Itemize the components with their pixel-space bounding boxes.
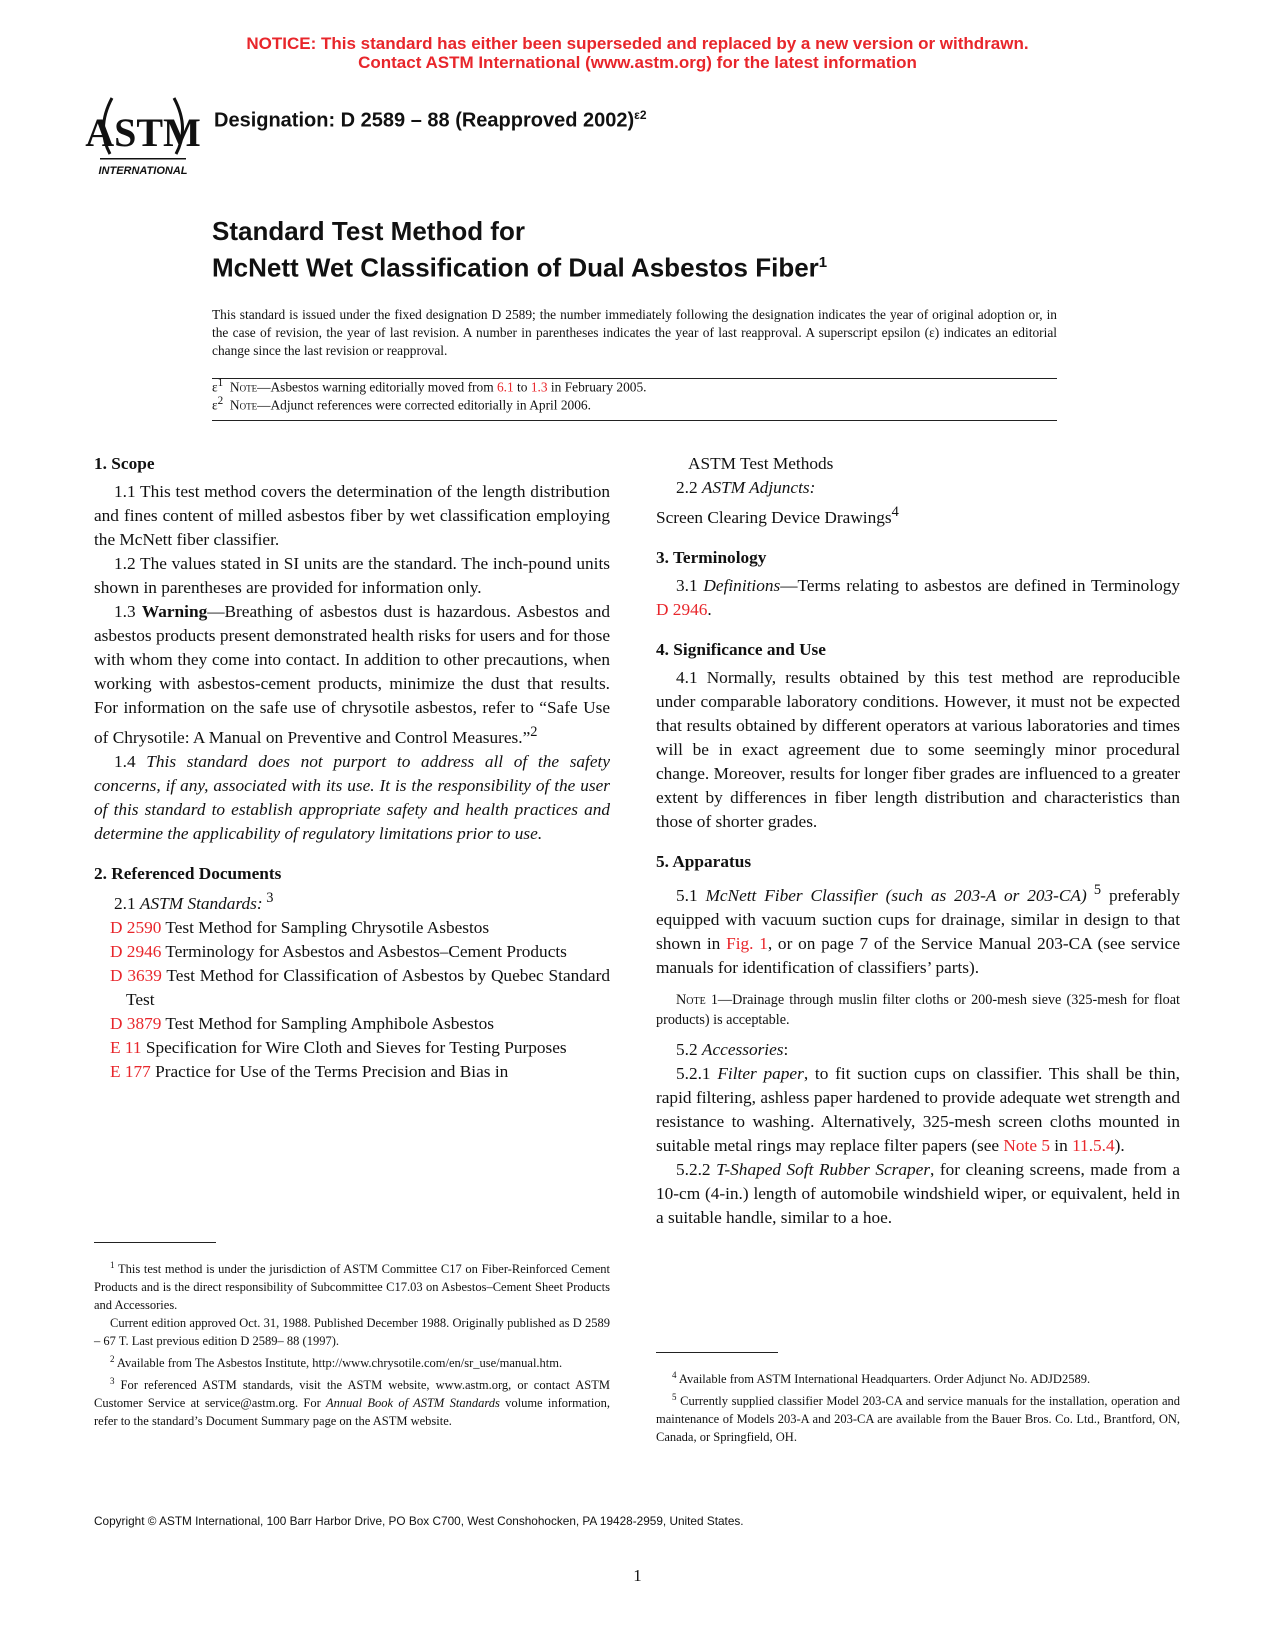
ref-item bbox=[94, 916, 610, 940]
footnote-ref: 4 bbox=[891, 504, 899, 520]
para-number: 5.1 bbox=[676, 885, 706, 905]
section-heading-terminology: 3. Terminology bbox=[656, 547, 767, 567]
note-text: 1—Drainage through muslin filter cloths or 200-mesh sieve (325-mesh for float products) is acceptable. bbox=[656, 991, 1180, 1028]
para-1-2: 1.2 The values stated in SI units are the standard. The inch-pound units shown in parentheses are provided for information only. bbox=[94, 554, 610, 597]
para-number: 2.2 bbox=[676, 478, 702, 497]
para-text: ASTM Adjuncts: bbox=[701, 478, 816, 497]
footnote-4 bbox=[656, 1366, 1180, 1388]
para-text: —Breathing of asbestos dust is hazardous. Asbestos and asbestos products present demonstrated health risks for users and for those with whom they come into contact. In addition to other precautions, when working with asbestos-cement products, minimize the dust that results. For information on the safe use of chrysotile asbestos, refer to “Safe Use of Chrysotile: A Manual on Preventive and Control Measures.” bbox=[94, 602, 610, 747]
epsilon-sup: 2 bbox=[217, 395, 224, 407]
warning-label: Warning bbox=[141, 602, 208, 621]
note-label: Note bbox=[229, 397, 258, 413]
link-6-1[interactable]: 6.1 bbox=[496, 379, 514, 395]
epsilon-sup: 1 bbox=[217, 377, 224, 389]
para-4-1: 4.1 Normally, results obtained by this test method are reproducible under comparable laboratory conditions. However, it must not be expected that results obtained by different operators at various laboratories and times will be in exact agreement due to some seemingly minor procedural change. Moreover, results for longer fiber grades are influenced to a greater extent by differences in fiber length distribution and characteristics than those of shorter grades. bbox=[656, 667, 1180, 831]
ref-item bbox=[94, 964, 610, 1012]
ref-item bbox=[94, 1060, 610, 1084]
title-line-2-text: McNett Wet Classification of Dual Asbestos Fiber bbox=[212, 252, 819, 283]
designation bbox=[214, 108, 647, 133]
astm-logo bbox=[85, 88, 201, 184]
para-italic: McNett Fiber Classifier (such as 203-A or 203-CA) bbox=[705, 885, 1087, 905]
footnote-ref: 2 bbox=[530, 724, 538, 740]
footnote-text: Currently supplied classifier Model 203-CA and service manuals for the installation, operation and maintenance of Models 203-A and 203-CA are available from the Bauer Bros. Co. Ltd., Brantford, ON, Canada, or Springfield, OH. bbox=[656, 1394, 1180, 1445]
title-line-2 bbox=[212, 247, 827, 284]
term-label: Definitions bbox=[703, 575, 781, 595]
title-sup: 1 bbox=[818, 254, 828, 271]
para-italic: Accessories bbox=[701, 1039, 784, 1059]
footnote-text: Available from ASTM International Headquarters. Order Adjunct No. ADJD2589. bbox=[676, 1372, 1091, 1387]
footnote-ref: 5 bbox=[1086, 881, 1102, 898]
section-heading-apparatus: 5. Apparatus bbox=[656, 851, 752, 871]
note-label: Note bbox=[676, 991, 706, 1008]
footnote-mark: 5 bbox=[672, 1392, 677, 1403]
footnote-5 bbox=[656, 1388, 1180, 1446]
para-text: , for cleaning screens, made from a 10-cm (4-in.) length of automobile windshield wiper, or equivalent, held in a suitable handle, similar to a hoe. bbox=[656, 1159, 1180, 1227]
ref-link-e11[interactable]: E 11 bbox=[110, 1037, 142, 1057]
footnote-1 bbox=[94, 1256, 610, 1314]
link-1-3[interactable]: 1.3 bbox=[530, 379, 548, 395]
issuance-statement: This standard is issued under the fixed designation D 2589; the number immediately following the designation indicates the year of original adoption or, in the case of revision, the year of last revision. A number in parentheses indicates the year of last reapproval. A superscript epsilon (ε) indicates an editorial change since the last revision or reapproval. bbox=[212, 307, 1057, 358]
para-1-4 bbox=[94, 750, 610, 846]
left-footnotes bbox=[94, 1256, 610, 1430]
note-1 bbox=[656, 990, 1180, 1030]
ref-text: Test Method for Sampling Chrysotile Asbestos bbox=[161, 917, 490, 937]
footnote-2 bbox=[94, 1350, 610, 1372]
para-text: —Terms relating to asbestos are defined in Terminology bbox=[780, 575, 1181, 595]
epsilon-mark: ε bbox=[212, 379, 218, 395]
adjunct-text: Screen Clearing Device Drawings bbox=[656, 507, 892, 527]
para-2-2 bbox=[656, 476, 1180, 500]
link-11-5-4[interactable]: 11.5.4 bbox=[1072, 1135, 1115, 1155]
logo-caption: INTERNATIONAL bbox=[98, 165, 188, 177]
designation-text: Designation: D 2589 – 88 (Reapproved 2002) bbox=[214, 109, 635, 132]
ref-text: Practice for Use of the Terms Precision and Bias in bbox=[150, 1061, 509, 1081]
para-italic: T-Shaped Soft Rubber Scraper bbox=[716, 1159, 931, 1179]
adjunct-item bbox=[656, 500, 1180, 530]
ref-text: Terminology for Asbestos and Asbestos–Cement Products bbox=[161, 941, 567, 961]
para-text: , or on page 7 of the Service Manual 203-CA (see service manuals for identification of classifiers’ parts). bbox=[656, 933, 1180, 977]
right-footnotes bbox=[656, 1366, 1180, 1446]
document-title bbox=[212, 216, 827, 284]
right-column bbox=[656, 452, 1180, 1230]
para-number: 3.1 bbox=[676, 575, 704, 595]
ref-link-e177[interactable]: E 177 bbox=[110, 1061, 151, 1081]
link-d2946[interactable]: D 2946 bbox=[656, 599, 708, 619]
para-number: 1.3 bbox=[114, 602, 142, 621]
designation-sup: ε2 bbox=[634, 108, 647, 122]
ref-text: Test Method for Classification of Asbestos by Quebec Standard Test bbox=[126, 965, 610, 1009]
notice-line-2: Contact ASTM International (www.astm.org) for the latest information bbox=[358, 53, 917, 72]
footnote-ref: 3 bbox=[262, 889, 274, 906]
ref-text: Specification for Wire Cloth and Sieves for Testing Purposes bbox=[141, 1037, 567, 1057]
ref-link-d3639[interactable]: D 3639 bbox=[110, 965, 162, 985]
ref-item bbox=[94, 1012, 610, 1036]
footnote-text: Available from The Asbestos Institute, http://www.chrysotile.com/en/sr_use/manual.htm. bbox=[114, 1356, 563, 1371]
para-number: 5.2 bbox=[676, 1039, 702, 1059]
epsilon-text: —Adjunct references were corrected editorially in April 2006. bbox=[257, 397, 591, 413]
footnote-mark: 2 bbox=[110, 1354, 115, 1365]
footnote-edition bbox=[94, 1314, 610, 1350]
ref-continuation: ASTM Test Methods bbox=[688, 454, 834, 473]
footnote-text: For referenced ASTM standards, visit the ASTM website, www.astm.org, or contact ASTM Customer Service at service@astm.org. For bbox=[94, 1378, 610, 1411]
para-text: . bbox=[707, 599, 712, 619]
copyright: Copyright © ASTM International, 100 Barr Harbor Drive, PO Box C700, West Conshohocken, PA 19428-2959, United States. bbox=[94, 1514, 744, 1528]
para-text: ). bbox=[1114, 1135, 1125, 1155]
ref-item bbox=[94, 1036, 610, 1060]
footnote-text: Current edition approved Oct. 31, 1988. Published December 1988. Originally published as D 2589 – 67 T. Last previous edition D 2589– 88 (1997). bbox=[94, 1316, 610, 1349]
ref-item bbox=[94, 940, 610, 964]
para-5-2-2 bbox=[656, 1158, 1180, 1230]
footnote-mark: 1 bbox=[110, 1260, 115, 1270]
para-1-3 bbox=[94, 600, 610, 750]
link-fig-1[interactable]: Fig. 1 bbox=[726, 933, 768, 953]
ref-link-d3879[interactable]: D 3879 bbox=[110, 1013, 162, 1033]
ref-text: Test Method for Sampling Amphibole Asbestos bbox=[161, 1013, 494, 1033]
para-number: 1.4 bbox=[114, 751, 147, 771]
section-heading-scope: 1. Scope bbox=[94, 454, 155, 473]
para-number: 5.2.1 bbox=[676, 1063, 718, 1083]
left-column bbox=[94, 452, 610, 1084]
para-1-1: 1.1 This test method covers the determination of the length distribution and fines content of milled asbestos fiber by wet classification employing the McNett fiber classifier. bbox=[94, 482, 610, 549]
section-heading-significance: 4. Significance and Use bbox=[656, 639, 826, 659]
para-5-1 bbox=[656, 878, 1180, 980]
footnote-text: This test method is under the jurisdiction of ASTM Committee C17 on Fiber-Reinforced Cement Products and is the direct responsibility of Subcommittee C17.03 on Asbestos–Cement Sheet Products and Accessories. bbox=[94, 1262, 610, 1313]
section-heading-referenced-documents: 2. Referenced Documents bbox=[94, 863, 282, 883]
notice-line-1: NOTICE: This standard has either been superseded and replaced by a new version or withdrawn. bbox=[246, 34, 1029, 53]
para-text: in bbox=[1049, 1135, 1073, 1155]
para-text: preferably equipped with vacuum suction cups for drainage, similar in design to that shown in bbox=[656, 885, 1180, 953]
footnote-text: volume information, refer to the standard’s Document Summary page on the ASTM website. bbox=[94, 1396, 611, 1429]
footnote-3 bbox=[94, 1372, 610, 1430]
para-2-1 bbox=[94, 886, 610, 916]
epsilon-note-2 bbox=[212, 392, 591, 414]
footnote-divider bbox=[94, 1242, 216, 1243]
para-number: 5.2.2 bbox=[676, 1159, 717, 1179]
para-text: , to fit suction cups on classifier. This shall be thin, rapid filtering, ashless paper hardened to provide adequate wet strength and resistance to washing. Alternatively, 325-mesh screen cloths mounted in suitable metal rings may replace filter papers (see bbox=[656, 1063, 1180, 1155]
para-number: 2.1 bbox=[114, 893, 140, 913]
astm-logo-icon bbox=[85, 88, 201, 184]
footnote-divider bbox=[656, 1352, 778, 1353]
withdrawal-notice bbox=[0, 34, 1275, 72]
logo-letters: ASTM bbox=[85, 110, 201, 155]
divider bbox=[212, 420, 1057, 421]
ref-link-d2946[interactable]: D 2946 bbox=[110, 941, 162, 961]
epsilon-text: to bbox=[513, 379, 531, 395]
link-note-5[interactable]: Note 5 bbox=[1003, 1135, 1050, 1155]
epsilon-mark: ε bbox=[212, 397, 218, 413]
ref-link-d2590[interactable]: D 2590 bbox=[110, 917, 162, 937]
footnote-italic: Annual Book of ASTM Standards bbox=[326, 1396, 500, 1411]
para-italic: Filter paper bbox=[717, 1063, 804, 1083]
para-3-1 bbox=[656, 574, 1180, 622]
title-line-1: Standard Test Method for bbox=[212, 216, 525, 246]
para-text: ASTM Standards: bbox=[139, 893, 263, 913]
para-text: : bbox=[783, 1039, 789, 1059]
note-label: Note bbox=[229, 379, 258, 395]
epsilon-text: —Asbestos warning editorially moved from bbox=[257, 379, 497, 395]
page-number: 1 bbox=[633, 1566, 642, 1585]
epsilon-text: in February 2005. bbox=[547, 379, 647, 395]
footnote-mark: 3 bbox=[110, 1376, 115, 1387]
footnote-mark: 4 bbox=[672, 1370, 677, 1380]
para-5-2 bbox=[656, 1038, 1180, 1062]
para-5-2-1 bbox=[656, 1062, 1180, 1158]
para-text: This standard does not purport to address all of the safety concerns, if any, associated with its use. It is the responsibility of the user of this standard to establish appropriate safety and health practices and determine the applicability of regulatory limitations prior to use. bbox=[94, 751, 611, 843]
